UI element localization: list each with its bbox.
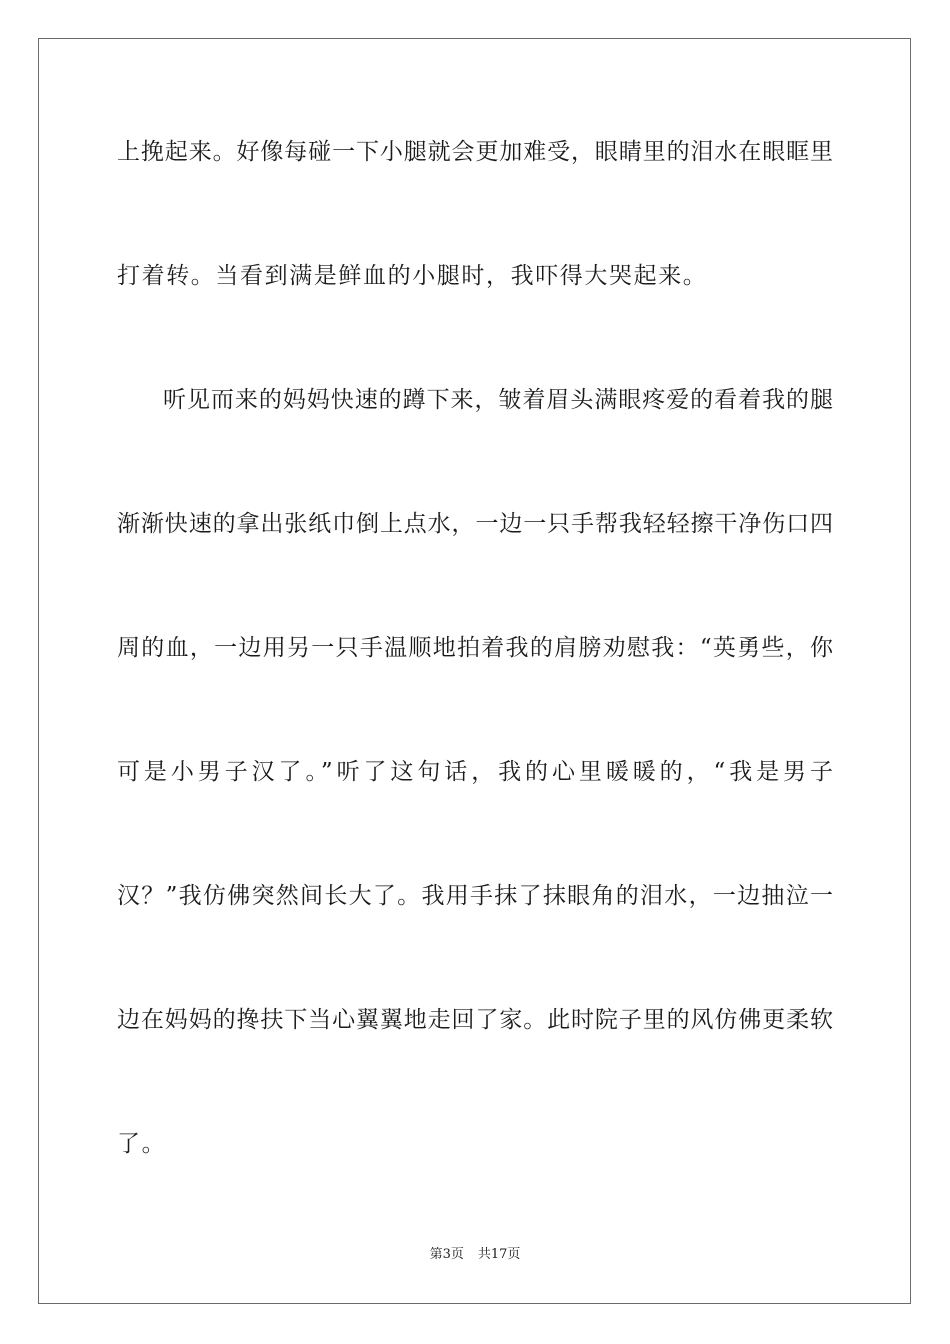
page-number-current: 第3页 — [429, 1247, 464, 1262]
paragraph-line: 可是小男子汉了。”听了这句话，我的心里暖暖的，“我是男子 — [117, 759, 833, 785]
paragraph-line: 渐渐快速的拿出张纸巾倒上点水，一边一只手帮我轻轻擦干净伤口四 — [117, 511, 833, 537]
page-border — [38, 38, 911, 1304]
paragraph-line: 边在妈妈的搀扶下当心翼翼地走回了家。此时院子里的风仿佛更柔软 — [117, 1007, 833, 1033]
paragraph-line: 周的血，一边用另一只手温顺地拍着我的肩膀劝慰我：“英勇些，你 — [117, 635, 833, 661]
page-footer — [0, 1246, 950, 1264]
paragraph-line: 汉？”我仿佛突然间长大了。我用手抹了抹眼角的泪水，一边抽泣一 — [117, 883, 833, 909]
paragraph-last-line: 了。 — [117, 1131, 167, 1157]
paragraph-line: 打着转。当看到满是鲜血的小腿时，我吓得大哭起来。 — [117, 263, 708, 289]
page-number-total: 共17页 — [477, 1247, 521, 1262]
paragraph-first-line: 听见而来的妈妈快速的蹲下来，皱着眉头满眼疼爱的看着我的腿 — [163, 387, 833, 413]
paragraph-line: 上挽起来。好像每碰一下小腿就会更加难受，眼睛里的泪水在眼眶里 — [117, 139, 833, 165]
